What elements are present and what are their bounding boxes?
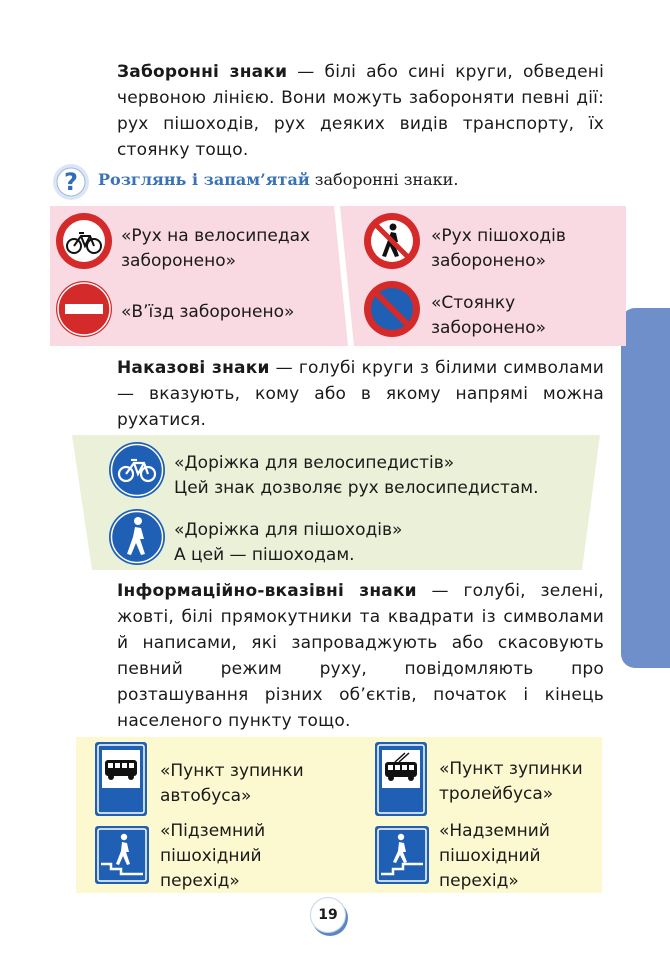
bus-stop-sign-icon (95, 742, 147, 816)
sign-label: «Рух на велосипедах заборонено» (121, 226, 311, 271)
sign-label: «Пункт зупинки (439, 759, 583, 779)
sign-label: «Пункт зупинки (160, 761, 304, 781)
no-parking-sign-icon (363, 280, 421, 338)
paragraph-informational (117, 578, 604, 734)
sign-label: пішохідний (160, 846, 262, 866)
pedestrian-path-sign-icon (108, 508, 166, 566)
sign-label: автобуса» (160, 786, 252, 806)
paragraph-text: — голубі, зелені, жовті, білі прямокутники та квадрати із символами й написами, які запроваджують або скасовують певний режим руху, повідомляють про розташування різних об’єктів, початок і кінець населеного пункту тощо. (117, 581, 604, 731)
svg-text:?: ? (64, 168, 78, 196)
sign-label: перехід» (160, 871, 240, 891)
overhead-crossing-sign-icon (375, 826, 429, 884)
sign-description: А цей — пішоходам. (174, 545, 355, 565)
bicycle-path-sign-icon (108, 441, 166, 499)
sign-description: Цей знак дозволяє рух велосипедистам. (174, 478, 539, 498)
paragraph-mandatory (117, 355, 604, 433)
no-entry-sign-icon (55, 280, 113, 338)
sign-title: «Доріжка для велосипедистів» (174, 453, 455, 473)
no-bicycles-sign-icon (55, 212, 113, 270)
prompt-highlight: Розглянь і запам’ятай (98, 170, 310, 189)
sign-label: тролейбуса» (439, 784, 554, 804)
term-prohibitory: Заборонні знаки (117, 62, 288, 82)
sign-label: перехід» (439, 871, 519, 891)
no-pedestrians-sign-icon (363, 212, 421, 270)
sign-label: «Підземний (160, 821, 266, 841)
side-tab (621, 308, 670, 668)
sign-label: пішохідний (439, 846, 541, 866)
trolleybus-stop-sign-icon (375, 742, 427, 816)
sign-label: «Надземний (439, 821, 550, 841)
term-informational: Інформаційно-вказівні знаки (117, 581, 417, 601)
task-prompt (98, 169, 458, 191)
question-icon (52, 163, 90, 201)
sign-label: «Стоянку заборонено» (431, 293, 547, 338)
sign-title: «Доріжка для пішоходів» (174, 520, 403, 540)
prompt-text: заборонні знаки. (309, 170, 459, 189)
sign-label: «Рух пішоходів заборонено» (431, 226, 566, 271)
underground-crossing-sign-icon (95, 826, 149, 884)
sign-label: «В’їзд заборонено» (121, 302, 295, 322)
term-mandatory: Наказові знаки (117, 358, 270, 378)
paragraph-text: — білі або сині круги, обведені червоною лінією. Вони можуть забороняти певні дії: рух пішоходів, рух деяких видів транспорту, їх стоянку тощо. (117, 62, 604, 160)
paragraph-text: — голубі круги з білими символами — вказують, кому або в якому напрямі можна рухатися. (117, 358, 604, 430)
paragraph-prohibitory (117, 59, 604, 163)
page-number: 19 (310, 897, 346, 933)
